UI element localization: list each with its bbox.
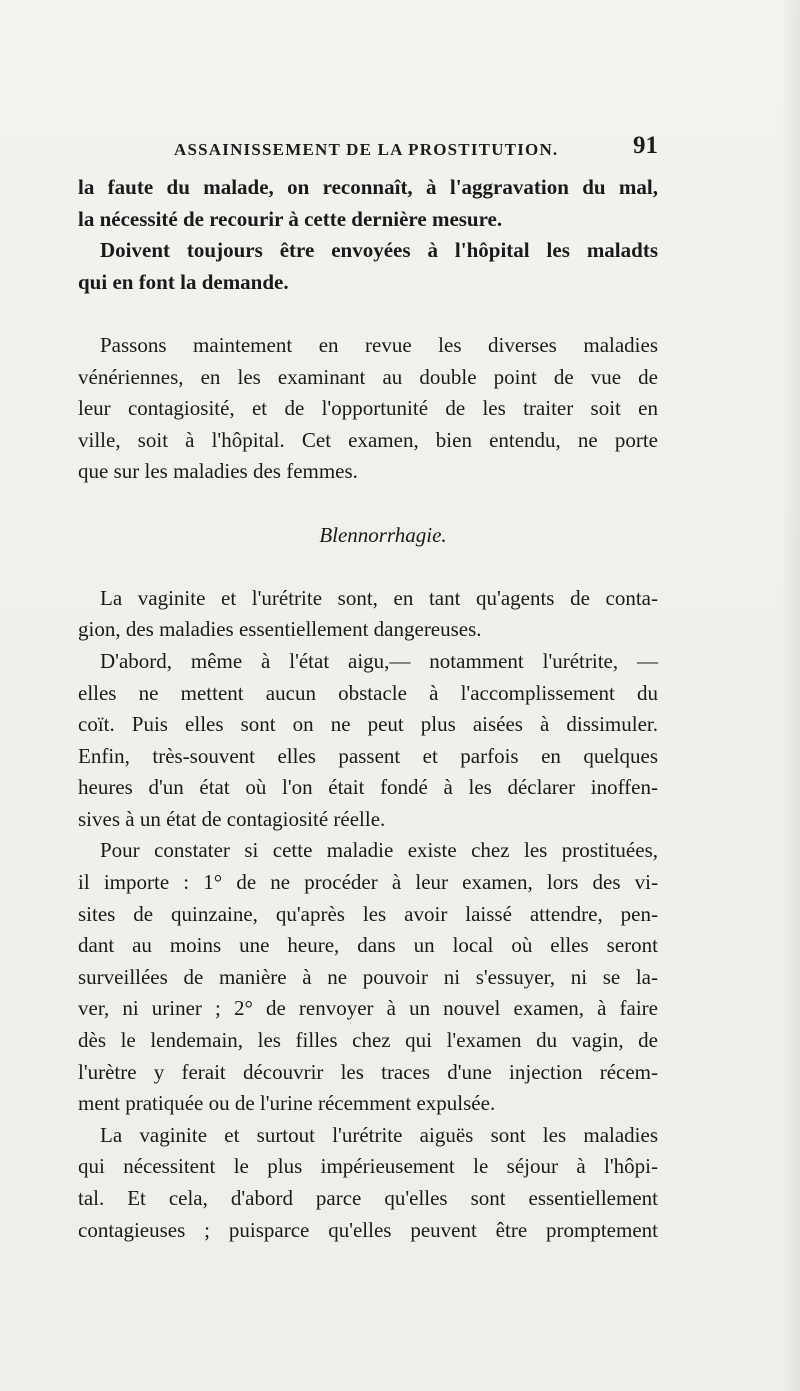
text-line: coït. Puis elles sont on ne peut plus aisées à dissimuler. xyxy=(78,712,658,737)
text-line: La vaginite et surtout l'urétrite aiguës sont les maladies xyxy=(100,1122,658,1147)
text-line: tal. Et cela, d'abord parce qu'elles sont essentiellement xyxy=(78,1186,658,1210)
paragraph-gap xyxy=(78,298,658,330)
text-line: vénériennes, en les examinant au double point de vue de xyxy=(78,364,658,389)
running-head xyxy=(78,134,658,164)
text-line: Doivent toujours être envoyées à l'hôpital les maladts xyxy=(100,238,658,263)
text-line: gion, des maladies essentiellement dangereuses. xyxy=(78,617,482,642)
text-line: ville, soit à l'hôpital. Cet examen, bien entendu, ne porte xyxy=(78,427,658,452)
text-line: ment pratiquée ou de l'urine récemment expulsée. xyxy=(78,1091,496,1116)
text-line: leur contagiosité, et de l'opportunité de les traiter soit en xyxy=(78,396,658,421)
paragraph-4 xyxy=(78,583,658,646)
text-line: surveillées de manière à ne pouvoir ni s'essuyer, ni se la- xyxy=(78,964,658,989)
page-number: 91 xyxy=(633,132,658,159)
text-line: ver, ni uriner ; 2° de renvoyer à un nouvel examen, à faire xyxy=(78,996,658,1021)
text-line: La vaginite et l'urétrite sont, en tant qu'agents de conta- xyxy=(100,585,658,610)
text-line: la faute du malade, on reconnaît, à l'aggravation du mal, xyxy=(78,175,658,199)
text-line: sives à un état de contagiosité réelle. xyxy=(78,806,386,831)
page-edge-shadow xyxy=(782,0,800,1391)
text-line: Passons maintement en revue les diverses maladies xyxy=(100,332,658,357)
text-line: la nécessité de recourir à cette dernière mesure. xyxy=(78,206,503,231)
running-title: ASSAINISSEMENT DE LA PROSTITUTION. xyxy=(174,140,559,159)
text-line: qui nécessitent le plus impérieusement le séjour à l'hôpi- xyxy=(78,1154,658,1179)
text-line: Pour constater si cette maladie existe chez les prostituées, xyxy=(100,838,658,863)
text-line: D'abord, même à l'état aigu,— notamment l'urétrite, — xyxy=(100,648,658,673)
text-line: que sur les maladies des femmes. xyxy=(78,459,358,484)
paragraph-3 xyxy=(78,330,658,488)
paragraph-5 xyxy=(78,646,658,836)
text-line: l'urètre y ferait découvrir les traces d'une injection récem- xyxy=(78,1059,658,1084)
text-line: sites de quinzaine, qu'après les avoir laissé attendre, pen- xyxy=(78,901,658,926)
text-line: dant au moins une heure, dans un local où elles seront xyxy=(78,933,658,958)
body-text xyxy=(78,172,658,1246)
text-line: elles ne mettent aucun obstacle à l'accomplissement du xyxy=(78,680,658,705)
paragraph-6 xyxy=(78,835,658,1119)
text-line: il importe : 1° de ne procéder à leur examen, lors des vi- xyxy=(78,870,658,895)
paragraph-2 xyxy=(78,235,658,298)
paragraph-1 xyxy=(78,172,658,235)
text-line: heures d'un état où l'on était fondé à les déclarer inoffen- xyxy=(78,775,658,800)
paragraph-gap xyxy=(78,488,658,520)
paragraph-gap xyxy=(78,551,658,583)
paragraph-7 xyxy=(78,1120,658,1246)
text-line: contagieuses ; puisparce qu'elles peuvent être promptement xyxy=(78,1217,658,1242)
text-line: Enfin, très-souvent elles passent et parfois en quelques xyxy=(78,743,658,768)
text-line: dès le lendemain, les filles chez qui l'examen du vagin, de xyxy=(78,1028,658,1053)
section-heading: Blennorrhagie. xyxy=(319,522,447,547)
text-line: qui en font la demande. xyxy=(78,269,289,294)
